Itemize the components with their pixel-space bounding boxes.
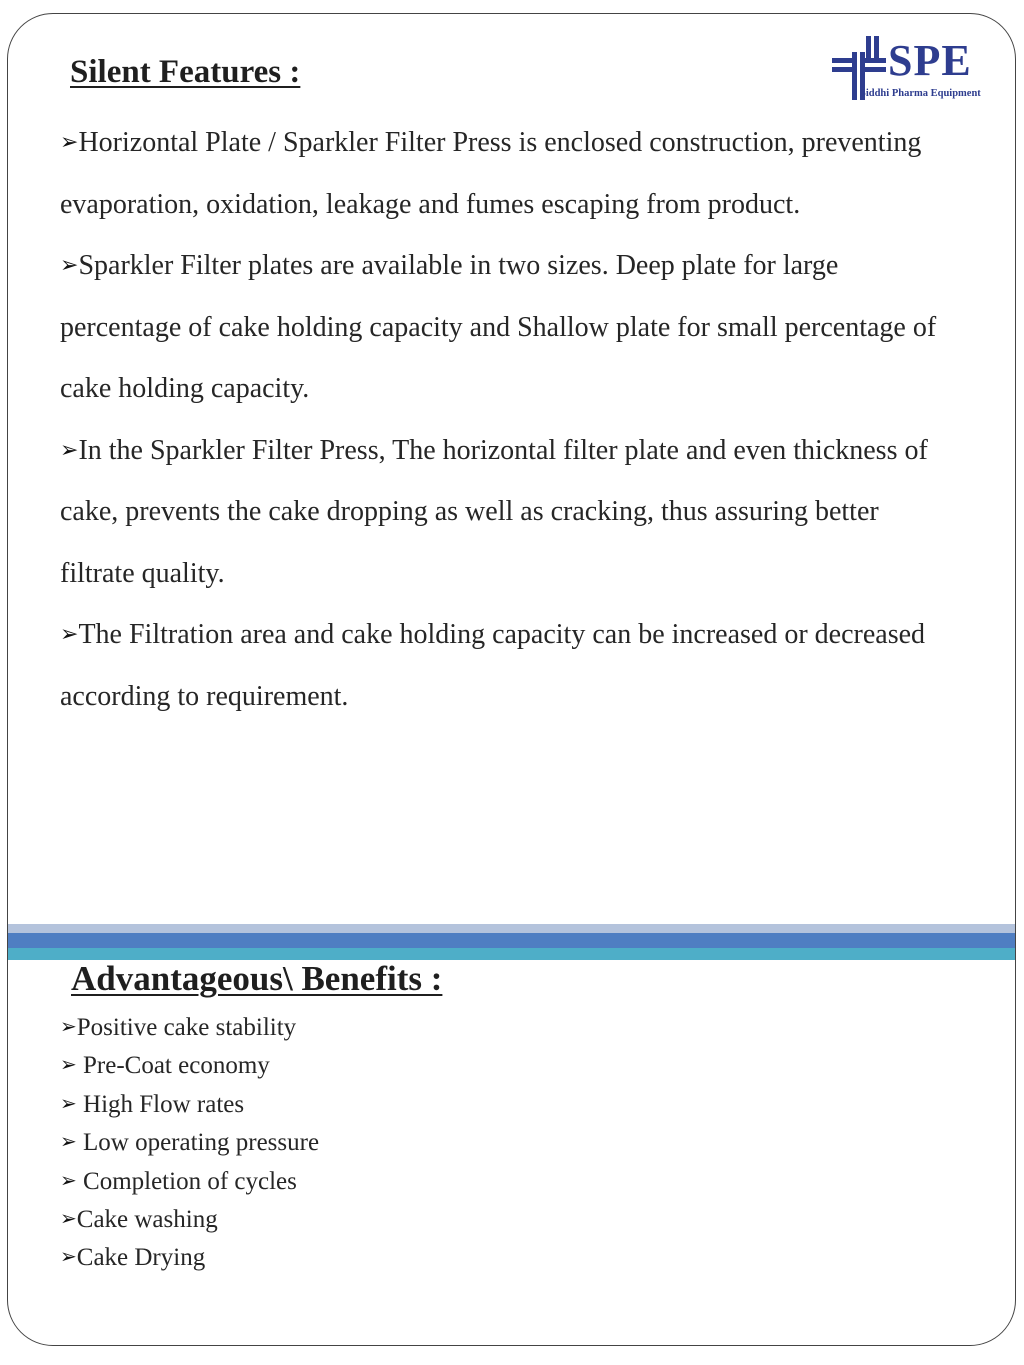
brand-logo xyxy=(830,36,990,106)
benefits-heading: Advantageous\ Benefits : xyxy=(71,959,443,998)
benefit-item: ➢ Pre-Coat economy xyxy=(60,1046,319,1084)
arrow-bullet-icon: ➢ xyxy=(60,253,79,278)
benefit-item: ➢ Low operating pressure xyxy=(60,1123,319,1161)
arrow-bullet-icon: ➢ xyxy=(60,1129,77,1154)
benefit-item: ➢Cake washing xyxy=(60,1200,319,1238)
features-list xyxy=(60,112,960,727)
features-heading: Silent Features : xyxy=(70,54,301,90)
brand-name: SPE xyxy=(888,36,972,85)
slide-frame xyxy=(7,13,1016,1346)
benefit-item: ➢ High Flow rates xyxy=(60,1085,319,1123)
benefit-item: ➢Positive cake stability xyxy=(60,1008,319,1046)
divider-band xyxy=(8,924,1015,960)
arrow-bullet-icon: ➢ xyxy=(60,1167,77,1192)
benefit-item: ➢ Completion of cycles xyxy=(60,1162,319,1200)
brand-tagline: Siddhi Pharma Equipment xyxy=(860,88,981,99)
arrow-bullet-icon: ➢ xyxy=(60,1206,77,1231)
feature-item: ➢The Filtration area and cake holding capacity can be increased or decreased according to requirement. xyxy=(60,604,960,727)
band-light xyxy=(8,924,1015,933)
arrow-bullet-icon: ➢ xyxy=(60,1244,77,1269)
feature-item: ➢Horizontal Plate / Sparkler Filter Press is enclosed construction, preventing evaporation, oxidation, leakage and fumes escaping from product. xyxy=(60,112,960,235)
feature-item: ➢In the Sparkler Filter Press, The horizontal filter plate and even thickness of cake, prevents the cake dropping as well as cracking, thus assuring better filtrate quality. xyxy=(60,420,960,605)
arrow-bullet-icon: ➢ xyxy=(60,1090,77,1115)
arrow-bullet-icon: ➢ xyxy=(60,130,79,155)
arrow-bullet-icon: ➢ xyxy=(60,622,79,647)
arrow-bullet-icon: ➢ xyxy=(60,437,79,463)
feature-item: ➢Sparkler Filter plates are available in two sizes. Deep plate for large percentage of cake holding capacity and Shallow plate for small percentage of cake holding capacity. xyxy=(60,235,960,420)
band-mid xyxy=(8,933,1015,948)
benefit-item: ➢Cake Drying xyxy=(60,1238,319,1276)
arrow-bullet-icon: ➢ xyxy=(60,1052,77,1077)
benefits-list xyxy=(60,1008,319,1277)
arrow-bullet-icon: ➢ xyxy=(60,1014,77,1038)
